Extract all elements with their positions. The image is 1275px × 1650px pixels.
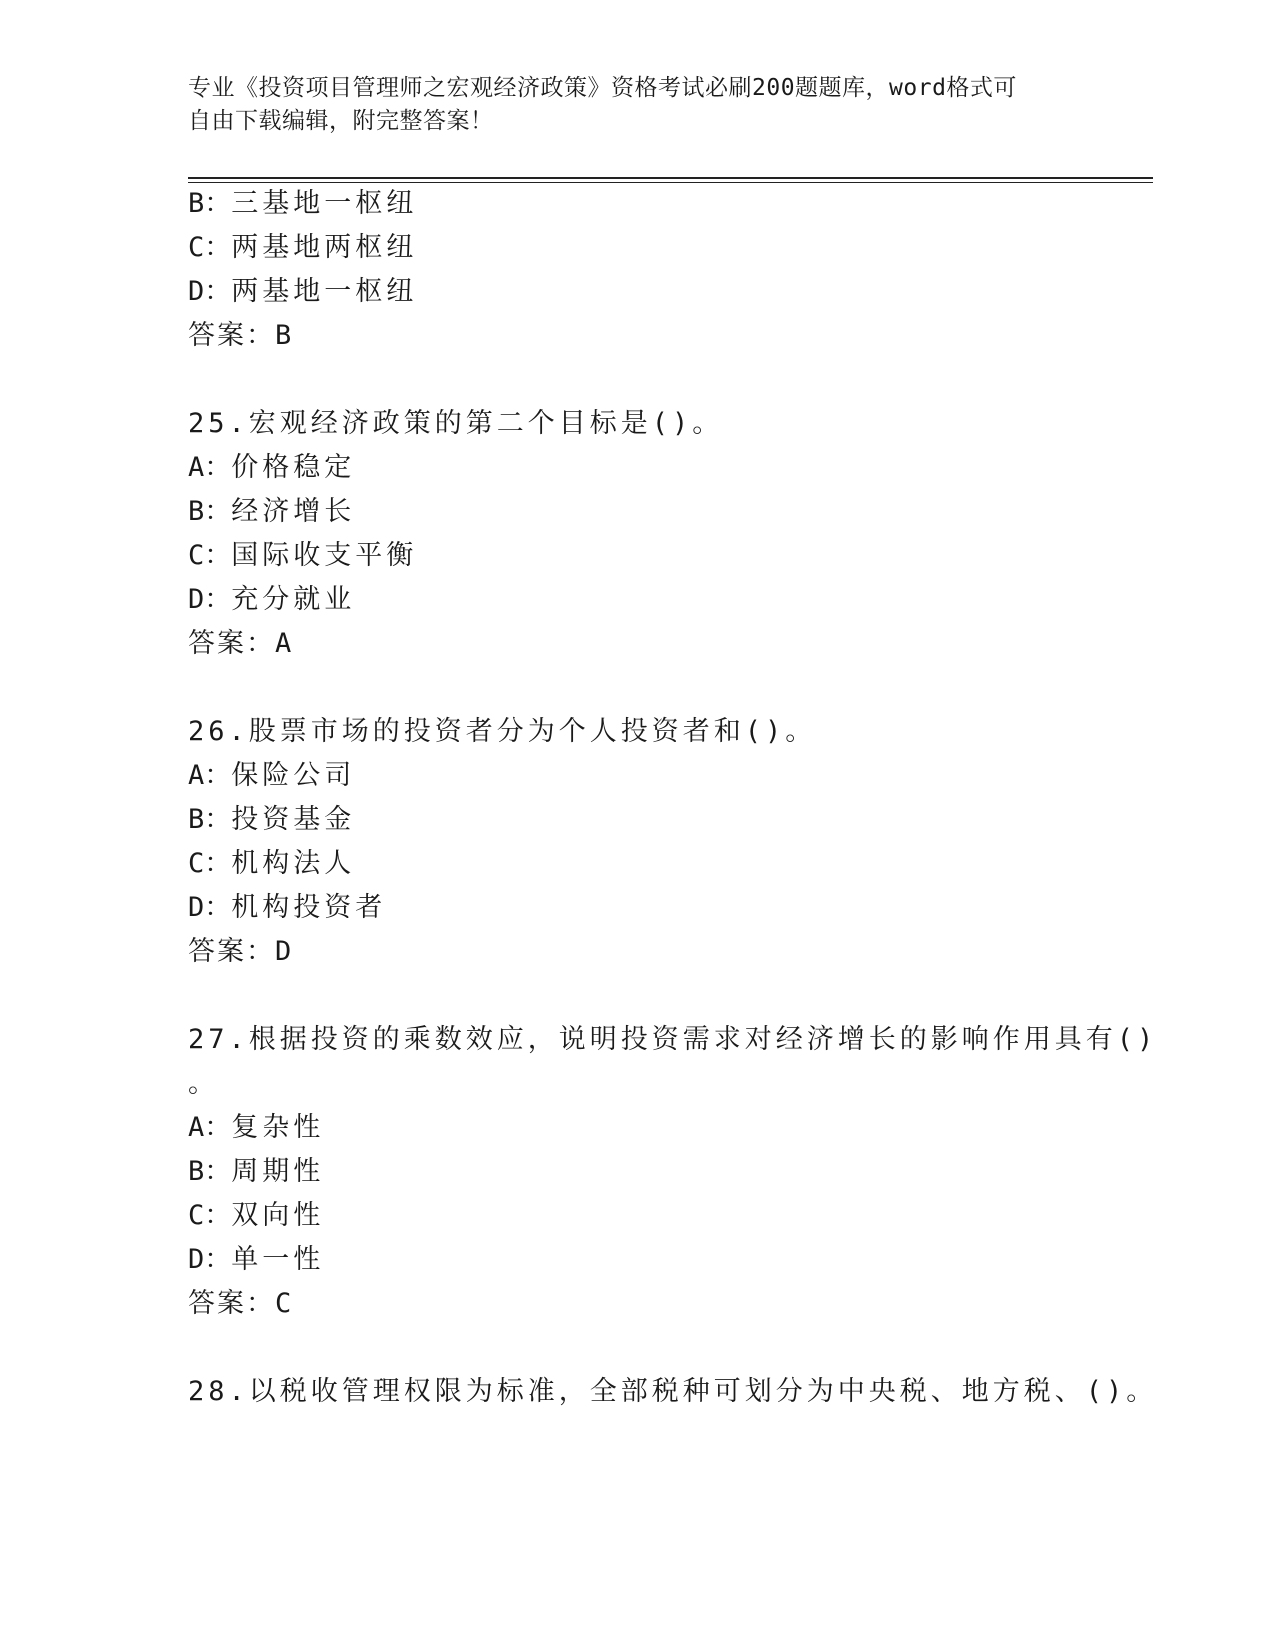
q27-answer: 答案：C <box>188 1288 294 1319</box>
q27-option-c: C：双向性 <box>188 1200 325 1231</box>
header-line-1: 专业《投资项目管理师之宏观经济政策》资格考试必刷200题题库，word格式可 <box>188 75 1017 101</box>
q25-option-b: B：经济增长 <box>188 496 356 527</box>
q26-answer: 答案：D <box>188 936 294 967</box>
q25-stem: 25.宏观经济政策的第二个目标是()。 <box>188 408 724 439</box>
q25-answer: 答案：A <box>188 628 294 659</box>
q26-stem: 26.股票市场的投资者分为个人投资者和()。 <box>188 716 817 747</box>
q24-option-d: D：两基地一枢纽 <box>188 276 418 307</box>
q25-option-d: D：充分就业 <box>188 584 356 615</box>
q28-stem: 28.以税收管理权限为标准，全部税种可划分为中央税、地方税、()。 <box>188 1376 1158 1407</box>
q27-option-a: A：复杂性 <box>188 1112 325 1143</box>
q24-option-b: B：三基地一枢纽 <box>188 188 418 219</box>
q24-option-c: C：两基地两枢纽 <box>188 232 418 263</box>
q26-option-d: D：机构投资者 <box>188 892 387 923</box>
header-divider-bottom <box>188 182 1153 183</box>
document-header <box>188 72 1068 138</box>
q26-option-b: B：投资基金 <box>188 804 356 835</box>
header-divider-top <box>188 177 1153 179</box>
q27-stem-continuation: 。 <box>188 1068 219 1099</box>
q27-option-b: B：周期性 <box>188 1156 325 1187</box>
q26-option-c: C：机构法人 <box>188 848 356 879</box>
q25-option-a: A：价格稳定 <box>188 452 356 483</box>
q25-option-c: C：国际收支平衡 <box>188 540 418 571</box>
q26-option-a: A：保险公司 <box>188 760 356 791</box>
q27-option-d: D：单一性 <box>188 1244 325 1275</box>
header-line-2: 自由下载编辑，附完整答案！ <box>188 108 494 134</box>
q24-answer: 答案：B <box>188 320 294 351</box>
q27-stem: 27.根据投资的乘数效应，说明投资需求对经济增长的影响作用具有() <box>188 1024 1158 1055</box>
